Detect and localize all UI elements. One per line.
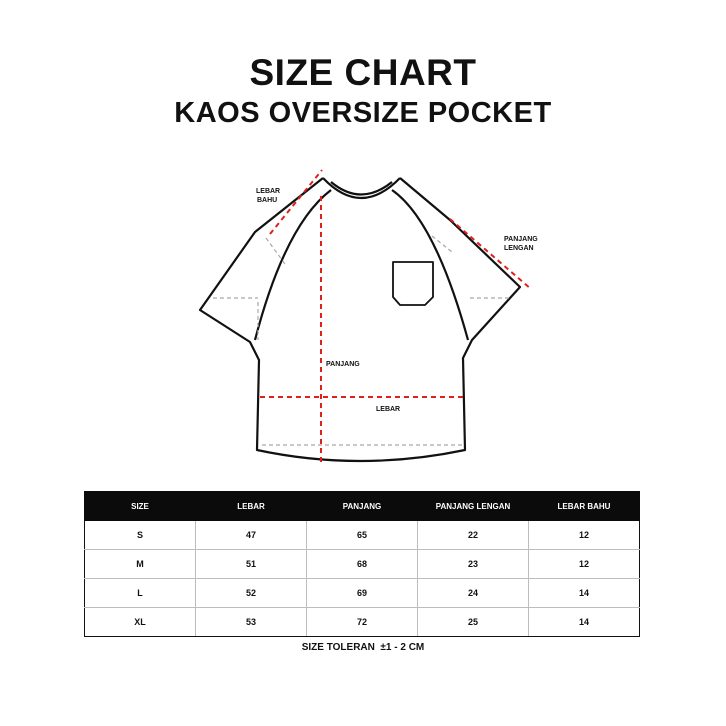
cell-size: XL: [85, 608, 196, 637]
cell-panjang-lengan: 22: [418, 521, 529, 550]
cell-size: M: [85, 550, 196, 579]
cell-lebar: 53: [196, 608, 307, 637]
cell-panjang-lengan: 25: [418, 608, 529, 637]
table-row: [85, 579, 640, 608]
label-lebar-bahu-line2: BAHU: [257, 197, 278, 204]
cell-panjang: 72: [307, 608, 418, 637]
table-row: [85, 521, 640, 550]
cell-lebar-bahu: 14: [529, 579, 640, 608]
cell-lebar-bahu: 12: [529, 521, 640, 550]
cell-size: S: [85, 521, 196, 550]
header-lebar-bahu: LEBAR BAHU: [529, 492, 640, 521]
cell-lebar: 51: [196, 550, 307, 579]
table-row: [85, 550, 640, 579]
size-tolerance-note: SIZE TOLERAN ±1 - 2 CM: [301, 642, 425, 653]
cell-panjang: 68: [307, 550, 418, 579]
tshirt-outline: [200, 178, 520, 461]
header-panjang: PANJANG: [307, 492, 418, 521]
header-panjang-lengan: PANJANG LENGAN: [418, 492, 529, 521]
table-header-row: [85, 492, 640, 521]
cell-lebar-bahu: 14: [529, 608, 640, 637]
measure-lebar-bahu: [270, 170, 322, 234]
cell-lebar: 52: [196, 579, 307, 608]
tshirt-raglan-left: [255, 190, 331, 340]
label-panjang: PANJANG: [326, 361, 360, 368]
measure-panjang-lengan: [450, 219, 531, 289]
cell-panjang-lengan: 23: [418, 550, 529, 579]
cell-panjang: 65: [307, 521, 418, 550]
label-lebar: LEBAR: [376, 406, 401, 413]
size-table: [84, 491, 640, 637]
cell-size: L: [85, 579, 196, 608]
tshirt-raglan-right: [392, 190, 468, 340]
cell-lebar-bahu: 12: [529, 550, 640, 579]
page-subtitle: KAOS OVERSIZE POCKET: [174, 97, 552, 129]
tshirt-body: [200, 178, 520, 461]
cell-panjang: 69: [307, 579, 418, 608]
cell-panjang-lengan: 24: [418, 579, 529, 608]
cell-lebar: 47: [196, 521, 307, 550]
header-lebar: LEBAR: [196, 492, 307, 521]
table-row: [85, 608, 640, 637]
header-size: SIZE: [85, 492, 196, 521]
label-lebar-bahu-line1: LEBAR: [256, 188, 281, 195]
page-title: SIZE CHART: [249, 52, 477, 93]
tshirt-pocket: [393, 262, 433, 305]
measure-lines: [260, 170, 531, 462]
label-panjang-lengan-line2: LENGAN: [504, 245, 534, 252]
label-panjang-lengan-line1: PANJANG: [504, 236, 538, 243]
